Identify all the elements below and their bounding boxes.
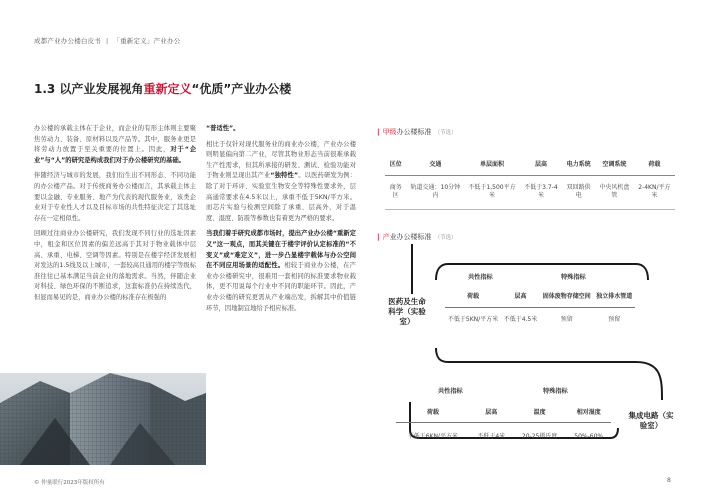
- section2-subtitle: （节选）: [434, 235, 457, 241]
- cell-height: 不低于3.7-4米: [520, 175, 562, 209]
- col2-paragraph-3: [206, 229, 356, 314]
- cell-floor-area: 不低于1,500平方米: [464, 175, 520, 209]
- col2-p2-text-a: 相比于仅针对现代服务业的商业办公楼，产业办公楼则明显偏向第二产业，尽管其物业形态当前很难承载生产性需求，但其所承接的研发、测试、检验功能对于物业则呈现出其产业: [206, 140, 356, 180]
- ic-group-common: 共性指标: [438, 388, 463, 395]
- skyscraper-illustration: [0, 373, 206, 465]
- col-header-transport: 交通: [406, 153, 464, 175]
- ic-col-humidity: 相对湿度: [566, 402, 611, 422]
- section2-title-text: 业办公楼标准: [389, 233, 432, 241]
- label-medical-text: 医药及生命科学（实验室）: [388, 297, 426, 326]
- label-medical-lab: [387, 297, 427, 327]
- col2-p1-bold: “普适性”。: [206, 125, 240, 132]
- footer-copyright: © 仲量联行2023年版权所有: [34, 480, 105, 486]
- title-highlight: 重新定义: [143, 82, 192, 96]
- table-row: [396, 422, 611, 452]
- label-ic-text: 集成电路（实验室）: [628, 411, 674, 430]
- col2-p2-text-c: 。以医药研发为例：除了对于环评、实验室生物安全等特殊性要求外，层高通常要求在4.5米以上，承重不低于5KN/平方米。而芯片实验与检测空间除了承重、层高外，对于温度、湿度、防震等参数也有着更为严格的要求。: [206, 172, 357, 222]
- text-column-1: [34, 124, 196, 309]
- table-header-row: [445, 285, 635, 307]
- title-part2: “优质”产业办公楼: [191, 82, 292, 96]
- col-header-height: 层高: [520, 153, 562, 175]
- med-col-waste: 固体废物存储空间: [540, 285, 594, 307]
- page-title: [34, 80, 291, 97]
- ic-cell-height: 不低于4米: [477, 433, 506, 440]
- med-cell-height: 不低于4.5米: [503, 316, 538, 323]
- running-header: [34, 36, 180, 45]
- col1-paragraph-3: 回顾过往商业办公楼研究，我们发现不同行业的选址因素中，租金和区位因素的偏差远高于其对于物业载体中层高、承重、电梯、空调等因素。特别是在楼宇经济发展相对发达的1.5线及以上城市，一套较高且通用的楼宇等级标准往往已基本满足当前企业的落地需求。当然，伴随企业对科技、绿色环保的不断追求，这套标准仍在持续迭代，但显而易见的是，商业办公楼的标准存在极强的: [34, 230, 196, 301]
- col2-p2-bold: “独特性”: [270, 172, 299, 180]
- col1-paragraph-2: 伴随经济与城市的发展，我们衍生出不同形态、不同功能的办公楼产品。对于传统商务办公楼而言，其承载主体主要以金融、专业服务、地产为代表的现代服务业，该类企业对于专业性人才以及目标市场的共性特征决定了其选址存在一定相似性。: [34, 172, 196, 222]
- cell-transport: 轨道交通：10分钟内: [406, 175, 464, 209]
- ic-cell-humidity: 50%-60%: [574, 433, 604, 440]
- cell-location: 商务区: [385, 175, 406, 209]
- med-col-load: 荷载: [445, 285, 501, 307]
- col-header-load: 荷载: [634, 153, 675, 175]
- med-col-height: 层高: [501, 285, 540, 307]
- section1-subtitle: （节选）: [434, 130, 457, 136]
- med-cell-load: 不低于5KN/平方米: [447, 316, 499, 323]
- table-row: [445, 307, 635, 333]
- table-header-row: [396, 402, 611, 422]
- col2-p3-text: 相较于商业办公楼，在产业办公楼研究中，很难用一套相同的标准要求物业载体，更不用说每个行业中不同的职能环节。因此，产业办公楼的研究更需从产业端出发，拆解其中价值链环节，因地制宜地给予相应标准。: [206, 262, 357, 312]
- col-header-floor-area: 单层面积: [464, 153, 520, 175]
- section1-title-text: 办公楼标准: [396, 128, 432, 136]
- med-cell-waste: 预留: [560, 316, 573, 323]
- ic-col-height: 层高: [470, 402, 513, 422]
- text-column-2: [206, 124, 356, 319]
- col2-p3-bold: 当我们着手研究成都市场时，提出产业办公楼“重新定义”这一观点，而其关键在于楼宇评价认定标准的“不变义”或“难定义”，进一步凸显楼宇载体与办公空间在不同应用场景的适配性。: [206, 230, 356, 270]
- bracket-med-bottom: [436, 348, 636, 362]
- section1-red-text: 甲级: [382, 128, 397, 136]
- header-separator: |: [106, 37, 109, 45]
- ic-cell-temp: 20-25摄氏度: [521, 433, 558, 440]
- col1-p1-bold: 对于“企业”与“人”的研究是构成我们对于办公楼研究的基础。: [34, 146, 197, 164]
- med-group-special: 特殊指标: [561, 274, 586, 281]
- grade-a-table: [385, 153, 675, 210]
- section-bar-icon: |: [377, 233, 380, 241]
- section-grade-a-title: [377, 127, 457, 137]
- cell-load: 2-4KN/平方米: [634, 175, 675, 209]
- bracket-ic-connector: [636, 362, 662, 400]
- table-header-row: [385, 153, 675, 175]
- title-part1: 1.3 以产业发展视角: [34, 82, 144, 96]
- header-doc-title: 成都产业办公楼白皮书: [34, 37, 101, 45]
- cell-ac: 中央风机盘管: [595, 175, 634, 209]
- page-number: 8: [667, 477, 671, 484]
- skyscraper-photo: [0, 373, 206, 465]
- section-bar-icon: |: [377, 128, 380, 136]
- ic-group-special: 特殊指标: [543, 388, 568, 395]
- col2-paragraph-2: [206, 140, 356, 225]
- medical-standard-table: [445, 285, 635, 333]
- ic-col-load: 荷载: [396, 402, 470, 422]
- col1-paragraph-1: [34, 124, 196, 166]
- ic-cell-load: 不低于6KN/平方米: [407, 433, 458, 440]
- col-header-power: 电力系统: [562, 153, 595, 175]
- col2-paragraph-1: [206, 124, 356, 135]
- med-cell-drain: 预留: [608, 316, 621, 323]
- cell-power: 双回路供电: [562, 175, 595, 209]
- col-header-location: 区位: [385, 153, 406, 175]
- col-header-ac: 空调系统: [595, 153, 634, 175]
- med-col-drain: 独立排水管道: [594, 285, 635, 307]
- table-row: [385, 175, 675, 209]
- ic-col-temp: 温度: [513, 402, 567, 422]
- header-chapter: 「重新定义」产业办公: [113, 37, 181, 45]
- col1-p1-text: 办公楼的承载主体在于企业，而企业的有形主体则主要聚焦劳动力、装备、原材料以及产品等。其中，服务业更是将劳动力放置于至关重要的位置上。因此，: [34, 125, 196, 154]
- section2-red-text: 产: [382, 233, 390, 241]
- med-group-common: 共性指标: [468, 274, 493, 281]
- ic-standard-table: [396, 402, 611, 452]
- label-ic-lab: [626, 411, 676, 431]
